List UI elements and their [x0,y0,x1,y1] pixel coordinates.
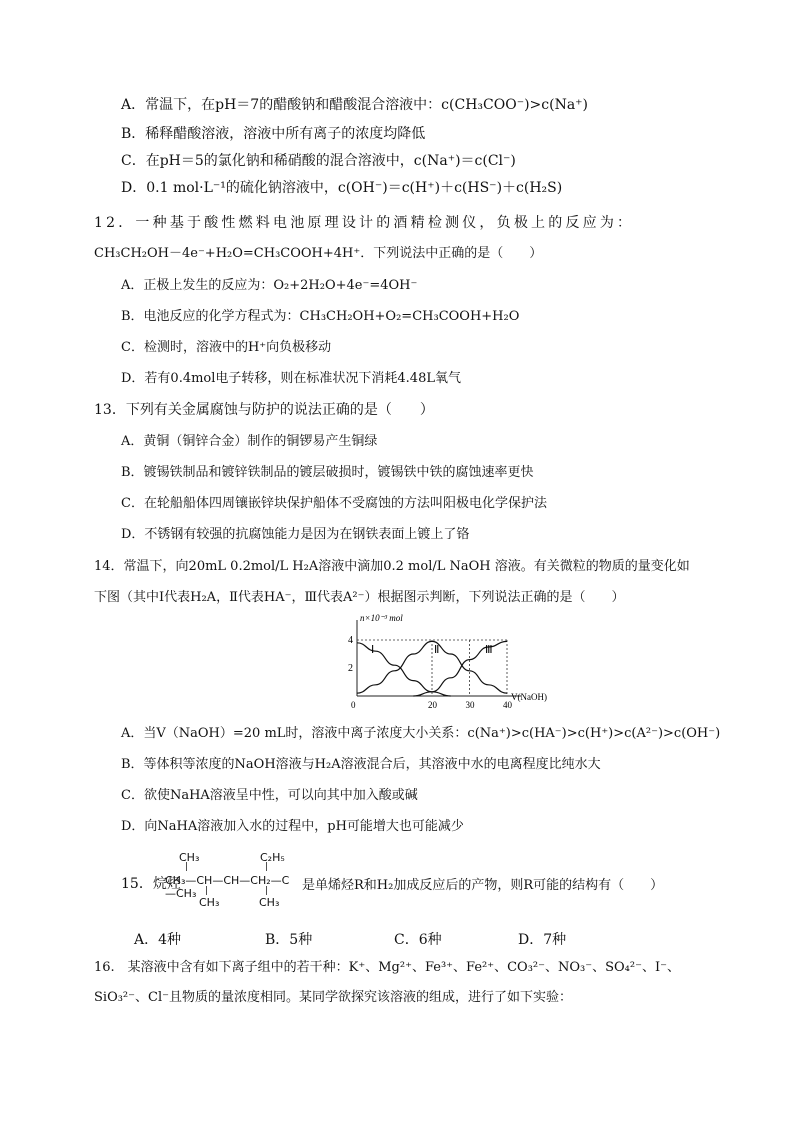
q15-option-c: C．6种 [394,932,442,948]
q11-option-c: C．在pH＝5的氯化钠和稀硝酸的混合溶液中，c(Na⁺)＝c(Cl⁻) [121,153,516,169]
y-axis-label: n×10⁻³ mol [360,613,403,623]
alkane-structure-formula [165,851,300,911]
q16-stem-line1: 16. 某溶液中含有如下离子组中的若干种：K⁺、Mg²⁺、Fe³⁺、Fe²⁺、CO₃²⁻、NO₃⁻、SO₄²⁻、I⁻、 [94,960,680,975]
q13-option-a: A．黄铜（铜锌合金）制作的铜锣易产生铜绿 [121,434,378,449]
struct-bond-bot-1: | [205,886,209,896]
series-label-3: Ⅲ [485,644,493,656]
q12-option-a: A．正极上发生的反应为：O₂+2H₂O+4e⁻=4OH⁻ [121,278,418,293]
q12-option-c: C．检测时，溶液中的H⁺向负极移动 [121,340,332,355]
y-tick-4: 4 [348,635,353,646]
q14-option-d: D．向NaHA溶液加入水的过程中，pH可能增大也可能减少 [121,819,464,834]
q13-option-b: B．镀锡铁制品和镀锌铁制品的镀层破损时，镀锡铁中铁的腐蚀速率更快 [121,465,534,480]
x-tick-40: 40 [503,700,512,710]
q15-option-a: A．4种 [134,932,182,948]
struct-branch-top-2: C₂H₅ [260,851,285,864]
q13-stem: 13．下列有关金属腐蚀与防护的说法正确的是（ ） [94,402,434,418]
series-label-1: Ⅰ [371,644,375,656]
q13-option-c: C．在轮船船体四周镶嵌锌块保护船体不受腐蚀的方法叫阳极电化学保护法 [121,496,547,511]
q15-suffix: 是单烯烃R和H₂加成反应后的产物，则R可能的结构有（ ） [302,878,664,893]
series-line-3 [413,641,507,696]
series-label-2: Ⅱ [434,644,440,656]
struct-bond-top-1: | [185,862,189,872]
q15-option-d: D．7种 [518,932,567,948]
q12-stem-line2: CH₃CH₂OH－4e⁻+H₂O=CH₃COOH+4H⁺．下列说法中正确的是（ ） [94,246,543,261]
struct-branch-bot-1: CH₃ [199,896,220,909]
species-distribution-chart [335,612,570,712]
q11-option-a: A．常温下，在pH＝7的醋酸钠和醋酸混合溶液中：c(CH₃COO⁻)>c(Na⁺) [121,97,589,113]
x-axis-label: V(NaOH) [511,692,547,702]
q11-option-b: B．稀释醋酸溶液，溶液中所有离子的浓度均降低 [121,126,426,142]
q12-option-d: D．若有0.4mol电子转移，则在标准状况下消耗4.48L氧气 [121,371,461,386]
y-tick-2: 2 [348,663,353,674]
struct-bond-bot-2: | [265,886,269,896]
q12-option-b: B．电池反应的化学方程式为：CH₃CH₂OH+O₂=CH₃COOH+H₂O [121,309,520,324]
x-tick-20: 20 [428,700,437,710]
q15-option-b: B．5种 [265,932,313,948]
struct-branch-top-1: CH₃ [179,851,200,864]
struct-main-chain: CH₃—CH—CH—CH₂—C—CH₃ [165,874,290,900]
q14-option-c: C．欲使NaHA溶液呈中性，可以向其中加入酸或碱 [121,788,418,803]
struct-branch-bot-2: CH₃ [259,896,280,909]
q14-stem-line2: 下图（其中Ⅰ代表H₂A，Ⅱ代表HA⁻，Ⅲ代表A²⁻）根据图示判断，下列说法正确的是（ ） [94,590,625,605]
q15-prefix: 15．烷烃 [121,876,181,892]
q16-stem-line2: SiO₃²⁻、Cl⁻且物质的量浓度相同。某同学欲探究该溶液的组成，进行了如下实验： [94,990,572,1005]
q14-option-b: B．等体积等浓度的NaOH溶液与H₂A溶液混合后，其溶液中水的电离程度比纯水大 [121,757,601,772]
struct-bond-top-2: | [265,862,269,872]
q12-stem-line1: 12．一种基于酸性燃料电池原理设计的酒精检测仪，负极上的反应为： [94,215,635,231]
q14-option-a: A．当V（NaOH）=20 mL时，溶液中离子浓度大小关系：c(Na⁺)>c(HA⁻)>c(H⁺)>c(A²⁻)>c(OH⁻) [121,726,721,741]
q11-option-d: D．0.1 mol·L⁻¹的硫化钠溶液中，c(OH⁻)＝c(H⁺)＋c(HS⁻)＋c(H₂S) [121,180,563,196]
q13-option-d: D．不锈钢有较强的抗腐蚀能力是因为在钢铁表面上镀上了铬 [121,527,470,542]
x-tick-0: 0 [351,700,356,710]
q14-stem-line1: 14．常温下，向20mL 0.2mol/L H₂A溶液中滴加0.2 mol/L NaOH 溶液。有关微粒的物质的量变化如 [94,559,690,574]
x-tick-30: 30 [465,700,475,710]
